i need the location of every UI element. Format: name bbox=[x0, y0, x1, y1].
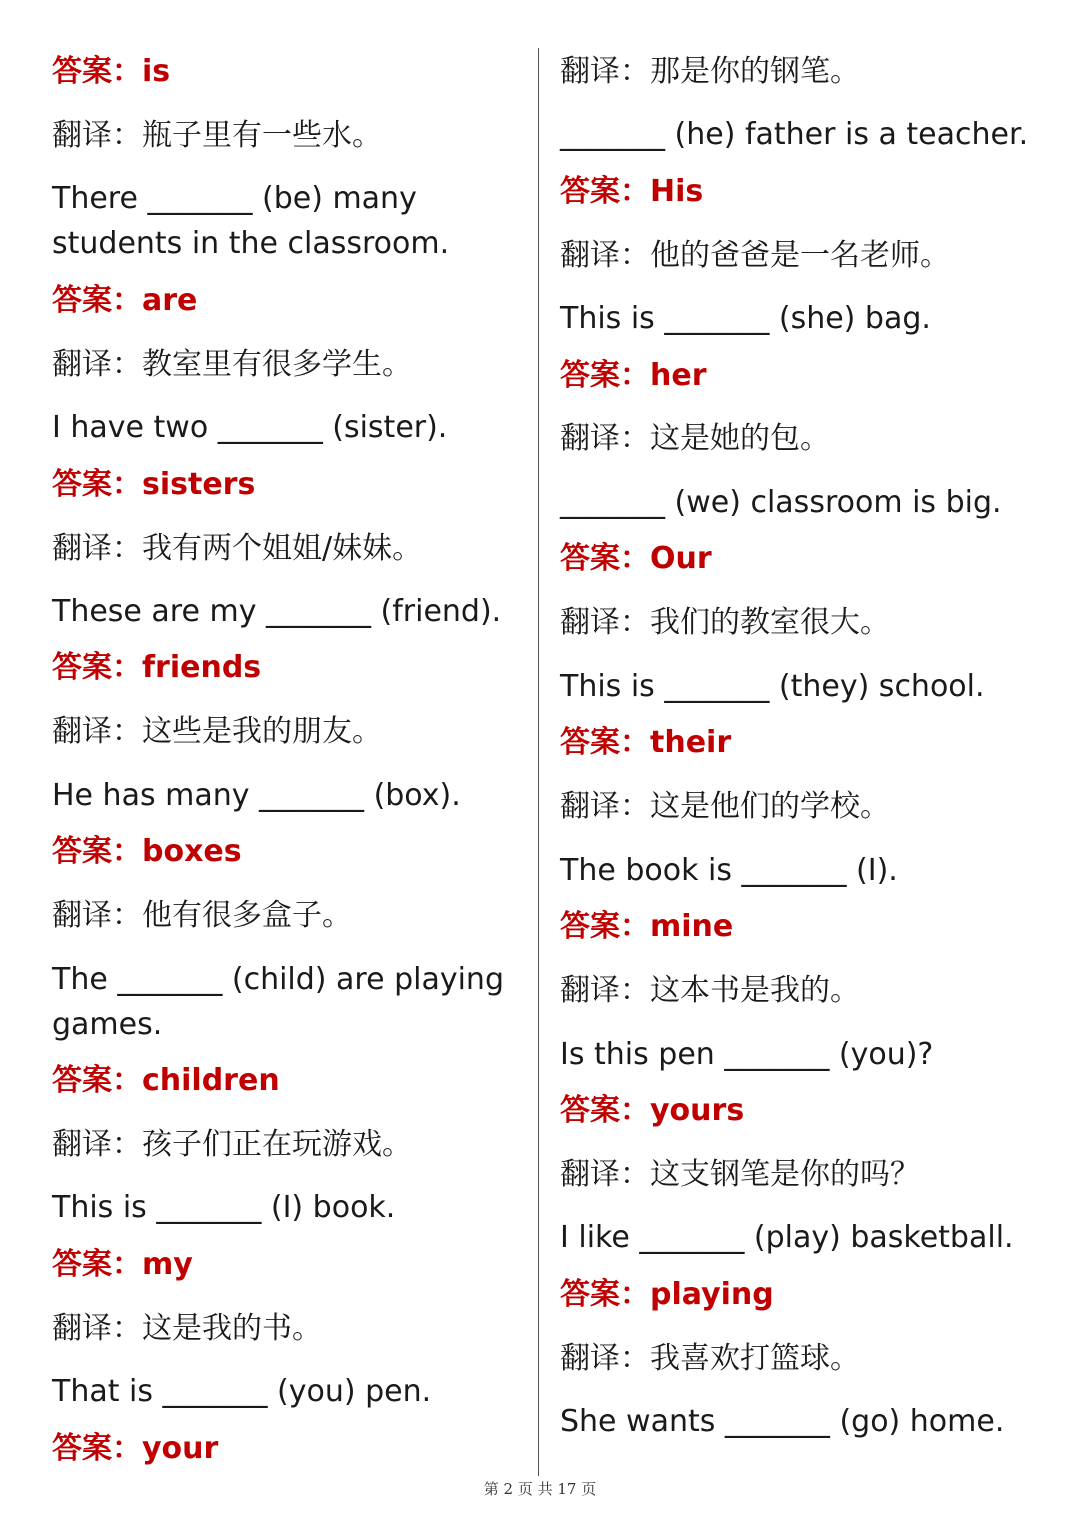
translation-line: 翻译：我喜欢打篮球。 bbox=[560, 1341, 860, 1376]
column-divider bbox=[538, 48, 539, 1476]
question-line: This is _______ (I) book. bbox=[52, 1190, 396, 1225]
question-line: He has many _______ (box). bbox=[52, 778, 461, 813]
question-line: That is _______ (you) pen. bbox=[52, 1374, 432, 1409]
question-line: I have two _______ (sister). bbox=[52, 410, 448, 445]
question-line: The book is _______ (I). bbox=[560, 853, 898, 888]
answer-line: 答案：friends bbox=[52, 650, 262, 685]
translation-line: 翻译：我们的教室很大。 bbox=[560, 605, 890, 640]
answer-line: 答案：His bbox=[560, 174, 704, 209]
translation-line: 翻译：教室里有很多学生。 bbox=[52, 347, 412, 382]
translation-line: 翻译：这是她的包。 bbox=[560, 421, 830, 456]
answer-line: 答案：are bbox=[52, 283, 198, 318]
question-line: students in the classroom. bbox=[52, 226, 450, 261]
answer-line: 答案：their bbox=[560, 725, 732, 760]
question-line: _______ (we) classroom is big. bbox=[560, 485, 1002, 520]
answer-line: 答案：yours bbox=[560, 1093, 745, 1128]
answer-line: 答案：mine bbox=[560, 909, 734, 944]
answer-line: 答案：my bbox=[52, 1247, 193, 1282]
translation-line: 翻译：这些是我的朋友。 bbox=[52, 714, 382, 749]
page-number-footer: 第 2 页 共 17 页 bbox=[483, 1480, 597, 1498]
question-line: _______ (he) father is a teacher. bbox=[560, 117, 1029, 152]
translation-line: 翻译：孩子们正在玩游戏。 bbox=[52, 1127, 412, 1162]
translation-line: 翻译：他的爸爸是一名老师。 bbox=[560, 238, 950, 273]
translation-line: 翻译：那是你的钢笔。 bbox=[560, 54, 860, 89]
question-line: This is _______ (she) bag. bbox=[560, 301, 931, 336]
translation-line: 翻译：这是他们的学校。 bbox=[560, 789, 890, 824]
answer-line: 答案：your bbox=[52, 1431, 219, 1466]
answer-line: 答案：children bbox=[52, 1063, 280, 1098]
answer-line: 答案：Our bbox=[560, 541, 712, 576]
translation-line: 翻译：瓶子里有一些水。 bbox=[52, 118, 382, 153]
question-line: There _______ (be) many bbox=[52, 181, 417, 216]
answer-line: 答案：boxes bbox=[52, 834, 242, 869]
question-line: games. bbox=[52, 1007, 163, 1042]
answer-line: 答案：sisters bbox=[52, 467, 256, 502]
question-line: She wants _______ (go) home. bbox=[560, 1404, 1005, 1439]
translation-line: 翻译：这本书是我的。 bbox=[560, 973, 860, 1008]
answer-line: 答案：is bbox=[52, 54, 171, 89]
question-line: I like _______ (play) basketball. bbox=[560, 1220, 1014, 1255]
question-line: Is this pen _______ (you)? bbox=[560, 1037, 934, 1072]
translation-line: 翻译：他有很多盒子。 bbox=[52, 898, 352, 933]
answer-line: 答案：playing bbox=[560, 1277, 774, 1312]
question-line: This is _______ (they) school. bbox=[560, 669, 985, 704]
translation-line: 翻译：我有两个姐姐/妹妹。 bbox=[52, 531, 423, 566]
question-line: The _______ (child) are playing bbox=[52, 962, 504, 997]
translation-line: 翻译：这是我的书。 bbox=[52, 1311, 322, 1346]
question-line: These are my _______ (friend). bbox=[52, 594, 502, 629]
translation-line: 翻译：这支钢笔是你的吗？ bbox=[560, 1157, 920, 1192]
answer-line: 答案：her bbox=[560, 358, 707, 393]
